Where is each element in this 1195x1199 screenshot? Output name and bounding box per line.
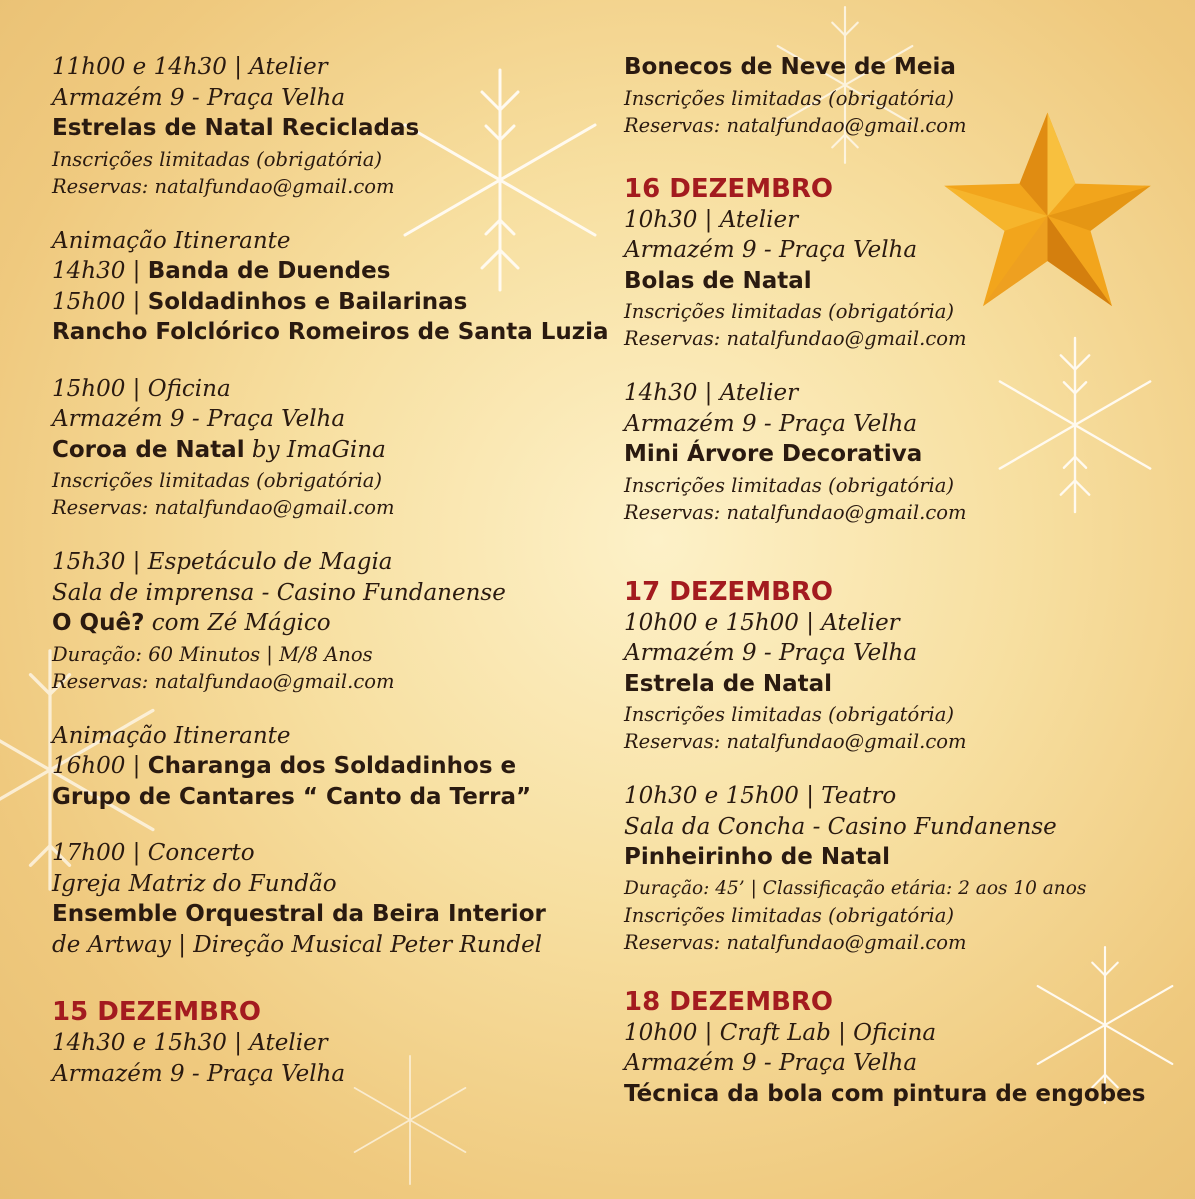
day-heading: 15 DEZEMBRO (52, 997, 262, 1027)
event-title: Banda de Duendes (147, 258, 391, 284)
event-title: Bonecos de Neve de Meia (624, 54, 956, 80)
event-time: 10h30 e 15h00 | Teatro (624, 783, 897, 809)
event-place: Sala da Concha - Casino Fundanense (624, 813, 1057, 840)
event-reservation: Reservas: natalfundao@gmail.com (52, 669, 395, 693)
event-block (52, 838, 592, 960)
event-heading: Animação Itinerante (52, 722, 291, 749)
event-title: Grupo de Cantares “ Canto da Terra” (52, 783, 532, 810)
event-heading: Animação Itinerante (52, 227, 291, 254)
event-place: Armazém 9 - Praça Velha (52, 84, 346, 111)
event-note: Inscrições limitadas (obrigatória) (624, 300, 954, 323)
event-note: Inscrições limitadas (obrigatória) (52, 469, 382, 492)
event-credit: de Artway | Direção Musical Peter Rundel (52, 931, 543, 958)
event-title: Charanga dos Soldadinhos e (147, 753, 517, 779)
event-note: Duração: 60 Minutos | M/8 Anos (52, 642, 373, 666)
event-credit: com Zé Mágico (144, 610, 331, 636)
event-reservation: Reservas: natalfundao@gmail.com (624, 500, 967, 524)
event-reservation: Reservas: natalfundao@gmail.com (624, 730, 967, 753)
event-title: Rancho Folclórico Romeiros de Santa Luzia (52, 319, 609, 345)
event-time: 14h30 e 15h30 | Atelier (52, 1030, 328, 1056)
event-time: 14h30 | (52, 258, 148, 284)
day-heading: 18 DEZEMBRO (624, 986, 834, 1017)
event-block (52, 52, 592, 200)
event-place: Armazém 9 - Praça Velha (52, 1060, 346, 1087)
event-time: 10h00 e 15h00 | Atelier (624, 609, 900, 636)
event-block (624, 378, 1184, 526)
event-block (624, 781, 1184, 956)
day-heading: 17 DEZEMBRO (624, 576, 834, 607)
event-place: Sala de imprensa - Casino Fundanense (52, 579, 506, 606)
event-title: O Quê? (52, 610, 145, 636)
event-place: Armazém 9 - Praça Velha (52, 406, 346, 432)
event-time: 15h30 | Espetáculo de Magia (52, 549, 393, 575)
event-title: Pinheirinho de Natal (624, 844, 890, 870)
day-block (624, 986, 1184, 1110)
day-heading: 16 DEZEMBRO (624, 173, 834, 204)
day-block (624, 173, 1184, 353)
event-title: Coroa de Natal (52, 436, 245, 463)
event-place: Armazém 9 - Praça Velha (624, 640, 918, 666)
event-title: Mini Árvore Decorativa (624, 441, 923, 467)
event-reservation: Reservas: natalfundao@gmail.com (52, 174, 395, 198)
event-reservation: Reservas: natalfundao@gmail.com (52, 496, 395, 519)
event-duration: Duração: 45’ | Classificação etária: 2 aos 10 anos (624, 877, 1087, 899)
event-note: Inscrições limitadas (obrigatória) (624, 86, 954, 110)
event-note: Inscrições limitadas (obrigatória) (624, 473, 954, 497)
event-place: Armazém 9 - Praça Velha (624, 410, 918, 437)
event-note: Inscrições limitadas (obrigatória) (624, 703, 954, 726)
event-block (52, 374, 592, 522)
event-time: 10h30 | Atelier (624, 206, 799, 233)
event-reservation: Reservas: natalfundao@gmail.com (624, 930, 967, 954)
event-title: Bolas de Natal (624, 267, 812, 294)
event-title: Estrelas de Natal Recicladas (52, 115, 420, 141)
event-title: Técnica da bola com pintura de engobes (624, 1080, 1146, 1107)
event-reservation: Reservas: natalfundao@gmail.com (624, 113, 967, 137)
event-time: 15h00 | (52, 288, 148, 315)
event-title: Ensemble Orquestral da Beira Interior (52, 901, 546, 927)
event-time: 16h00 | (52, 753, 148, 779)
event-time: 10h00 | Craft Lab | Oficina (624, 1019, 937, 1046)
event-place: Armazém 9 - Praça Velha (624, 237, 918, 263)
event-note: Inscrições limitadas (obrigatória) (52, 147, 382, 171)
event-block (52, 226, 609, 348)
event-block (624, 52, 1184, 139)
event-place: Armazém 9 - Praça Velha (624, 1050, 918, 1076)
event-title: Estrela de Natal (624, 670, 832, 697)
event-block (52, 547, 592, 695)
event-time: 14h30 | Atelier (624, 380, 799, 406)
event-note: Inscrições limitadas (obrigatória) (624, 903, 954, 927)
right-column (624, 52, 1184, 1109)
day-block (52, 996, 592, 1089)
event-time: 11h00 e 14h30 | Atelier (52, 54, 328, 80)
event-time: 17h00 | Concerto (52, 840, 255, 866)
event-place: Igreja Matriz do Fundão (52, 870, 337, 897)
event-credit: by ImaGina (244, 436, 386, 463)
event-title: Soldadinhos e Bailarinas (147, 288, 468, 315)
event-time: 15h00 | Oficina (52, 375, 231, 402)
event-reservation: Reservas: natalfundao@gmail.com (624, 327, 967, 350)
day-block (624, 576, 1184, 756)
left-column (52, 52, 609, 1089)
event-block (52, 721, 592, 813)
